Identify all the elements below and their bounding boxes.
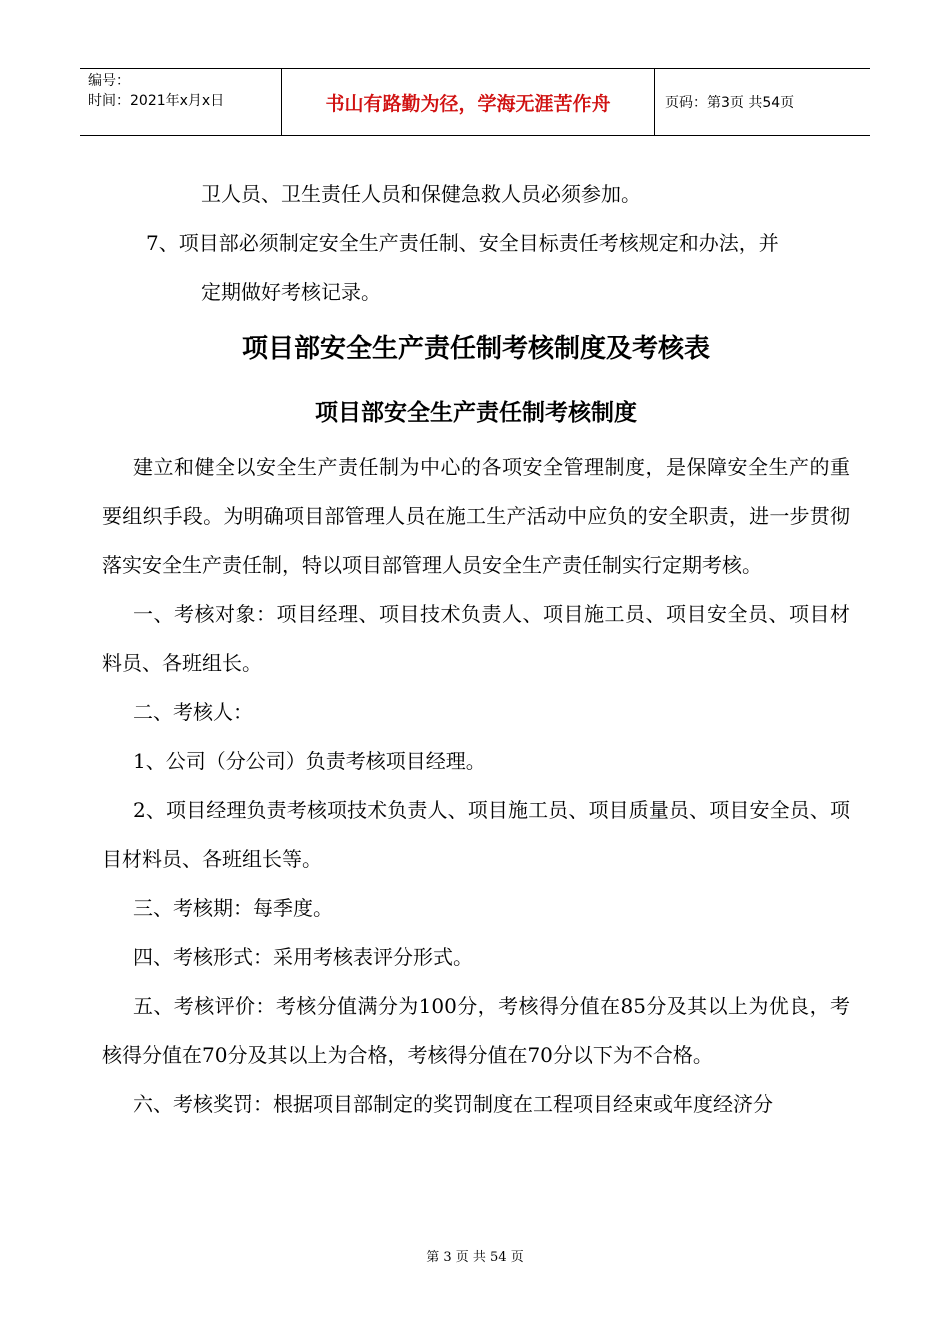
paragraph-assessor-1: 1、公司（分公司）负责考核项目经理。	[133, 749, 486, 773]
list-item-7-continuation: 定期做好考核记录。	[201, 280, 381, 304]
paragraph-intro: 建立和健全以安全生产责任制为中心的各项安全管理制度，是保障安全生产的重要组织手段。为明确项目部管理人员在施工生产活动中应负的安全职责，进一步贯彻落实安全生产责任制，特以项目部管理人员安全生产责任制实行定期考核。	[102, 455, 850, 577]
header-motto: 书山有路勤为径，学海无涯苦作舟	[281, 69, 655, 135]
paragraph-assessment-targets: 一、考核对象：项目经理、项目技术负责人、项目施工员、项目安全员、项目材料员、各班组长。	[102, 602, 850, 675]
paragraph-rewards-penalties: 六、考核奖罚：根据项目部制定的奖罚制度在工程项目经束或年度经济分	[133, 1092, 773, 1116]
paragraph-assessment-evaluation: 五、考核评价：考核分值满分为100分，考核得分值在85分及其以上为优良，考核得分值在70分及其以上为合格，考核得分值在70分以下为不合格。	[102, 994, 850, 1067]
paragraph-assessment-form: 四、考核形式：采用考核表评分形式。	[133, 945, 473, 969]
document-subtitle: 项目部安全生产责任制考核制度	[315, 400, 637, 426]
page-footer: 第 3 页 共 54 页	[426, 1250, 524, 1265]
header-date-label: 时间：2021年x月x日	[88, 93, 225, 109]
document-body	[102, 170, 850, 1129]
header-meta-cell	[80, 69, 281, 135]
list-item-continuation: 卫人员、卫生责任人员和保健急救人员必须参加。	[201, 182, 641, 206]
paragraph-assessors: 二、考核人：	[133, 700, 253, 724]
page-header-table	[80, 68, 870, 136]
header-page-label: 页码：第3页 共54页	[665, 95, 795, 111]
list-item-7: 7、项目部必须制定安全生产责任制、安全目标责任考核规定和办法，并	[146, 231, 779, 255]
paragraph-assessor-2: 2、项目经理负责考核项技术负责人、项目施工员、项目质量员、项目安全员、项目材料员、各班组长等。	[102, 798, 850, 871]
document-title: 项目部安全生产责任制考核制度及考核表	[241, 334, 710, 364]
header-code-label: 编号：	[88, 73, 130, 89]
paragraph-assessment-period: 三、考核期：每季度。	[133, 896, 333, 920]
